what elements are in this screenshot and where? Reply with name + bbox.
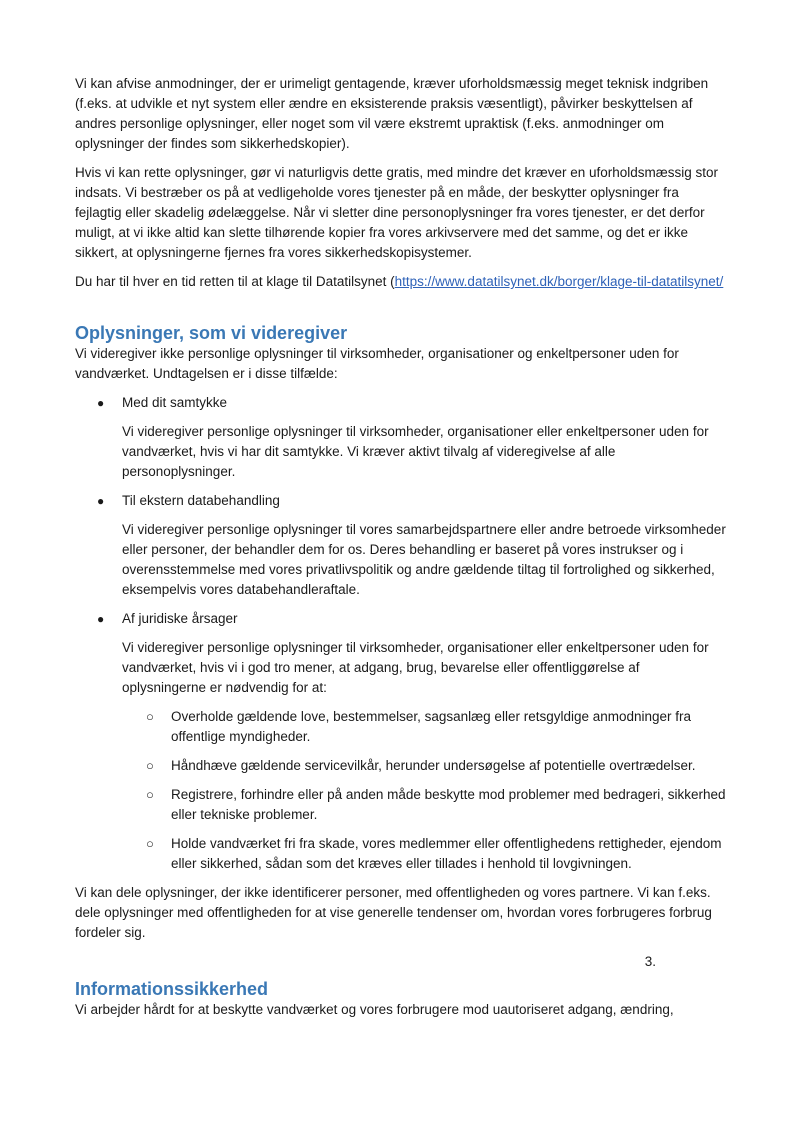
intro-paragraph-3 (75, 272, 727, 292)
sharing-outro: Vi kan dele oplysninger, der ikke identificerer personer, med offentligheden og vores partnere. Vi kan f.eks. dele oplysninger med offentligheden for at vise generelle tendenser om, hvordan vores forbrugeres forbrug fordeler sig. (75, 885, 712, 940)
document-page (75, 74, 727, 1029)
list-item (75, 491, 727, 600)
sub-item-text: Holde vandværket fri fra skade, vores medlemmer eller offentlighedens rettigheder, ejendom eller sikkerhed, sådan som det kræves eller tillades i henhold til lovgivningen. (171, 836, 722, 871)
bullet-title: Til ekstern databehandling (122, 493, 280, 508)
circle-bullet-icon: ○ (146, 709, 154, 724)
list-item (75, 393, 727, 482)
sub-list-item (122, 785, 727, 825)
sharing-heading: Oplysninger, som vi videregiver (75, 323, 348, 343)
bullet-icon: ● (97, 612, 105, 626)
bullet-title: Med dit samtykke (122, 395, 228, 410)
bullet-body: Vi videregiver personlige oplysninger til vores samarbejdspartnere eller andre betroede virksomheder eller personer, der behandler dem for os. Deres behandling er baseret på vores instrukser og i overensstemmelse med vores privatlivspolitik og andre gældende tiltag til fortrolighed og sikkerhed, eksempelvis vores databehandleraftale. (122, 522, 726, 597)
security-heading: Informationssikkerhed (75, 979, 269, 999)
sub-list-item (122, 756, 727, 776)
intro-paragraph-2: Hvis vi kan rette oplysninger, gør vi naturligvis dette gratis, med mindre det kræver en uforholdsmæssig stor indsats. Vi bestræber os på at vedligeholde vores tjenester på en måde, der beskytter oplysninger fra fejlagtig eller skadelig ødelæggelse. Når vi sletter dine personoplysninger fra vores tjenester, er det derfor muligt, at vi ikke altid kan slette tilhørende kopier fra vores arkivservere med det samme, og det er ikke sikkert, at oplysningerne fjernes fra vores sikkerhedskopisystemer. (75, 165, 719, 260)
sub-item-text: Håndhæve gældende servicevilkår, herunder undersøgelse af potentielle overtrædelser. (171, 758, 696, 773)
page-number: 3. (644, 954, 656, 969)
sub-item-text: Registrere, forhindre eller på anden måde beskytte mod problemer med bedrageri, sikkerhed eller tekniske problemer. (171, 787, 726, 822)
bullet-body: Vi videregiver personlige oplysninger til virksomheder, organisationer eller enkeltpersoner uden for vandværket, hvis vi har dit samtykke. Vi kræver aktivt tilvalg af videregivelse af alle personoplysninger. (122, 424, 709, 479)
sharing-bullet-list (75, 393, 727, 874)
intro-paragraph-1: Vi kan afvise anmodninger, der er urimeligt gentagende, kræver uforholdsmæssig meget teknisk indgriben (f.eks. at udvikle et nyt system eller ændre en eksisterende praksis væsentligt), påvirker beskyttelsen af andres personlige oplysninger, eller noget som vil være ekstremt upraktisk (f.eks. anmodninger om oplysninger der findes som sikkerhedskopier). (75, 76, 709, 151)
datatilsynet-link[interactable]: https://www.datatilsynet.dk/borger/klage-til-datatilsynet/ (394, 274, 724, 289)
sub-list-item (122, 707, 727, 747)
bullet-title: Af juridiske årsager (122, 611, 238, 626)
sharing-intro: Vi videregiver ikke personlige oplysninger til virksomheder, organisationer og enkeltpersoner uden for vandværket. Undtagelsen er i disse tilfælde: (75, 346, 679, 381)
bullet-icon: ● (97, 494, 105, 508)
list-item (75, 609, 727, 874)
circle-bullet-icon: ○ (146, 758, 154, 773)
sub-list-item (122, 834, 727, 874)
legal-reasons-sublist (122, 707, 727, 874)
bullet-body: Vi videregiver personlige oplysninger til virksomheder, organisationer eller enkeltpersoner uden for vandværket, hvis vi i god tro mener, at adgang, brug, bevarelse eller offentliggørelse af oplysningerne er nødvendig for at: (122, 640, 709, 695)
bullet-icon: ● (97, 396, 105, 410)
complaint-text: Du har til hver en tid retten til at klage til Datatilsynet ( (75, 274, 395, 289)
sub-item-text: Overholde gældende love, bestemmelser, sagsanlæg eller retsgyldige anmodninger fra offentlige myndigheder. (171, 709, 692, 744)
security-intro: Vi arbejder hårdt for at beskytte vandværket og vores forbrugere mod uautoriseret adgang, ændring, (75, 1002, 674, 1017)
circle-bullet-icon: ○ (146, 787, 154, 802)
circle-bullet-icon: ○ (146, 836, 154, 851)
